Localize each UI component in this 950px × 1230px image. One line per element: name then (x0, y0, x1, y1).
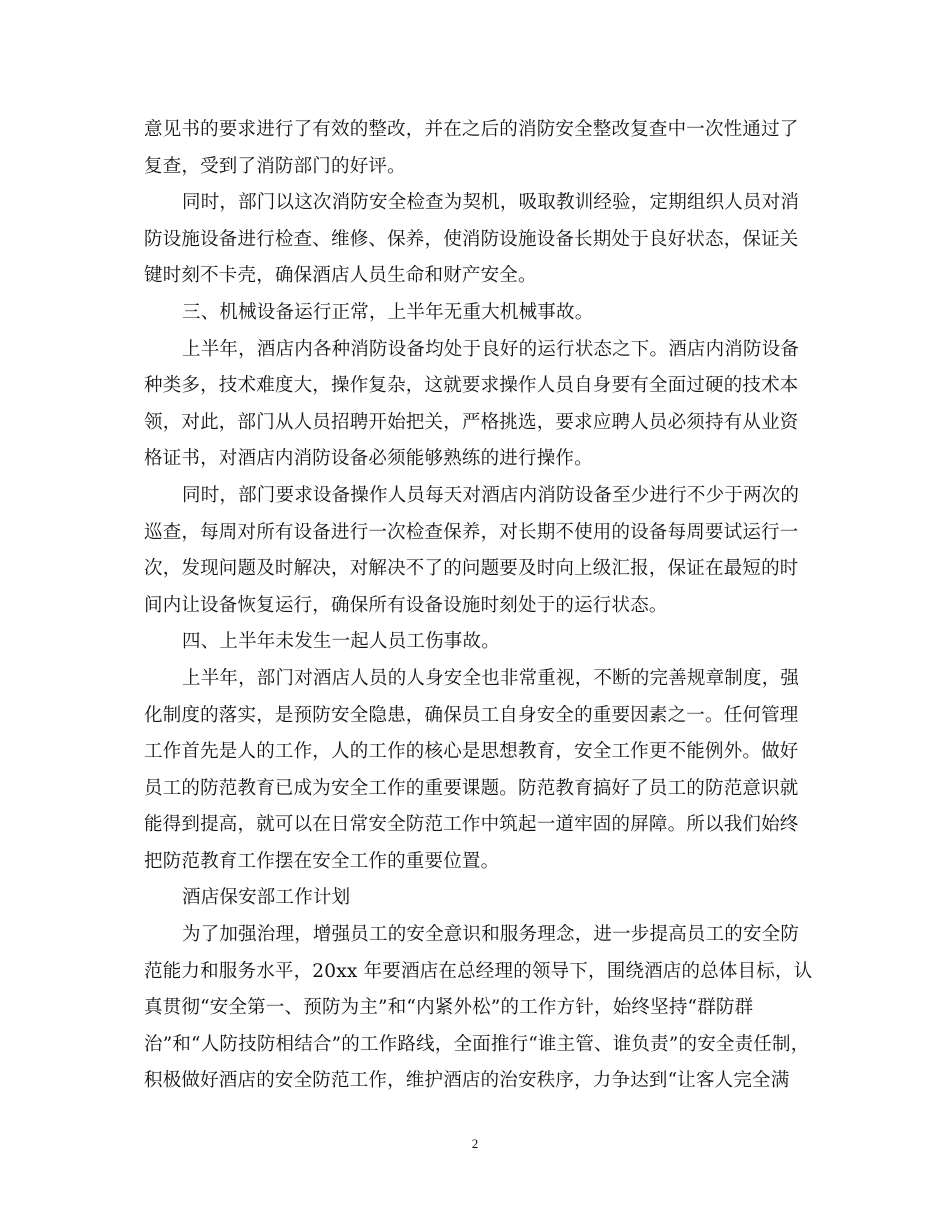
text-line: 员工的防范教育已成为安全工作的重要课题。防范教育搞好了员工的防范意识就 (144, 777, 799, 799)
document-body (144, 112, 813, 1100)
text-line: 间内让设备恢复运行，确保所有设备设施时刻处于的运行状态。 (144, 594, 668, 616)
text-line: 治”和“人防技防相结合”的工作路线，全面推行“谁主管、谁负责”的安全责任制， (144, 1033, 810, 1055)
text-line: 为了加强治理，增强员工的安全意识和服务理念，进一步提高员工的安全防 (182, 924, 800, 946)
text-line: 酒店保安部工作计划 (182, 887, 351, 909)
page-number: 2 (471, 1136, 479, 1151)
text-line: 同时，部门要求设备操作人员每天对酒店内消防设备至少进行不少于两次的 (182, 484, 800, 506)
text-line: 四、上半年未发生一起人员工伤事故。 (182, 631, 500, 653)
text-line: 能得到提高，就可以在日常安全防范工作中筑起一道牢固的屏障。所以我们始终 (144, 814, 799, 836)
text-line: 三、机械设备运行正常，上半年无重大机械事故。 (182, 301, 594, 323)
text-line: 防设施设备进行检查、维修、保养，使消防设施设备长期处于良好状态，保证关 (144, 228, 799, 250)
text-line: 上半年，酒店内各种消防设备均处于良好的运行状态之下。酒店内消防设备 (182, 338, 800, 360)
text-line: 上半年，部门对酒店人员的人身安全也非常重视，不断的完善规章制度，强 (182, 667, 800, 689)
text-line: 领，对此，部门从人员招聘开始把关，严格挑选，要求应聘人员必须持有从业资 (144, 411, 799, 433)
text-line: 巡查，每周对所有设备进行一次检查保养，对长期不使用的设备每周要试运行一 (144, 521, 799, 543)
text-line: 工作首先是人的工作，人的工作的核心是思想教育，安全工作更不能例外。做好 (144, 741, 799, 763)
text-line: 化制度的落实，是预防安全隐患，确保员工自身安全的重要因素之一。任何管理 (144, 704, 799, 726)
text-line: 种类多，技术难度大，操作复杂，这就要求操作人员自身要有全面过硬的技术本 (144, 375, 799, 397)
text-line: 键时刻不卡壳，确保酒店人员生命和财产安全。 (144, 265, 537, 287)
text-line: 格证书，对酒店内消防设备必须能够熟练的进行操作。 (144, 448, 593, 470)
text-line: 同时，部门以这次消防安全检查为契机，吸取教训经验，定期组织人员对消 (182, 192, 800, 214)
text-line: 真贯彻“安全第一、预防为主”和“内紧外松”的工作方针，始终坚持“群防群 (144, 997, 754, 1019)
text-line: 复查，受到了消防部门的好评。 (144, 155, 406, 177)
text-line: 把防范教育工作摆在安全工作的重要位置。 (144, 850, 500, 872)
text-line: 次，发现问题及时解决，对解决不了的问题要及时向上级汇报，保证在最短的时 (144, 558, 799, 580)
text-line: 范能力和服务水平，20xx 年要酒店在总经理的领导下，围绕酒店的总体目标，认 (144, 960, 813, 982)
text-line: 积极做好酒店的安全防范工作，维护酒店的治安秩序，力争达到“让客人完全满 (144, 1070, 790, 1092)
text-line: 意见书的要求进行了有效的整改，并在之后的消防安全整改复查中一次性通过了 (144, 119, 799, 140)
